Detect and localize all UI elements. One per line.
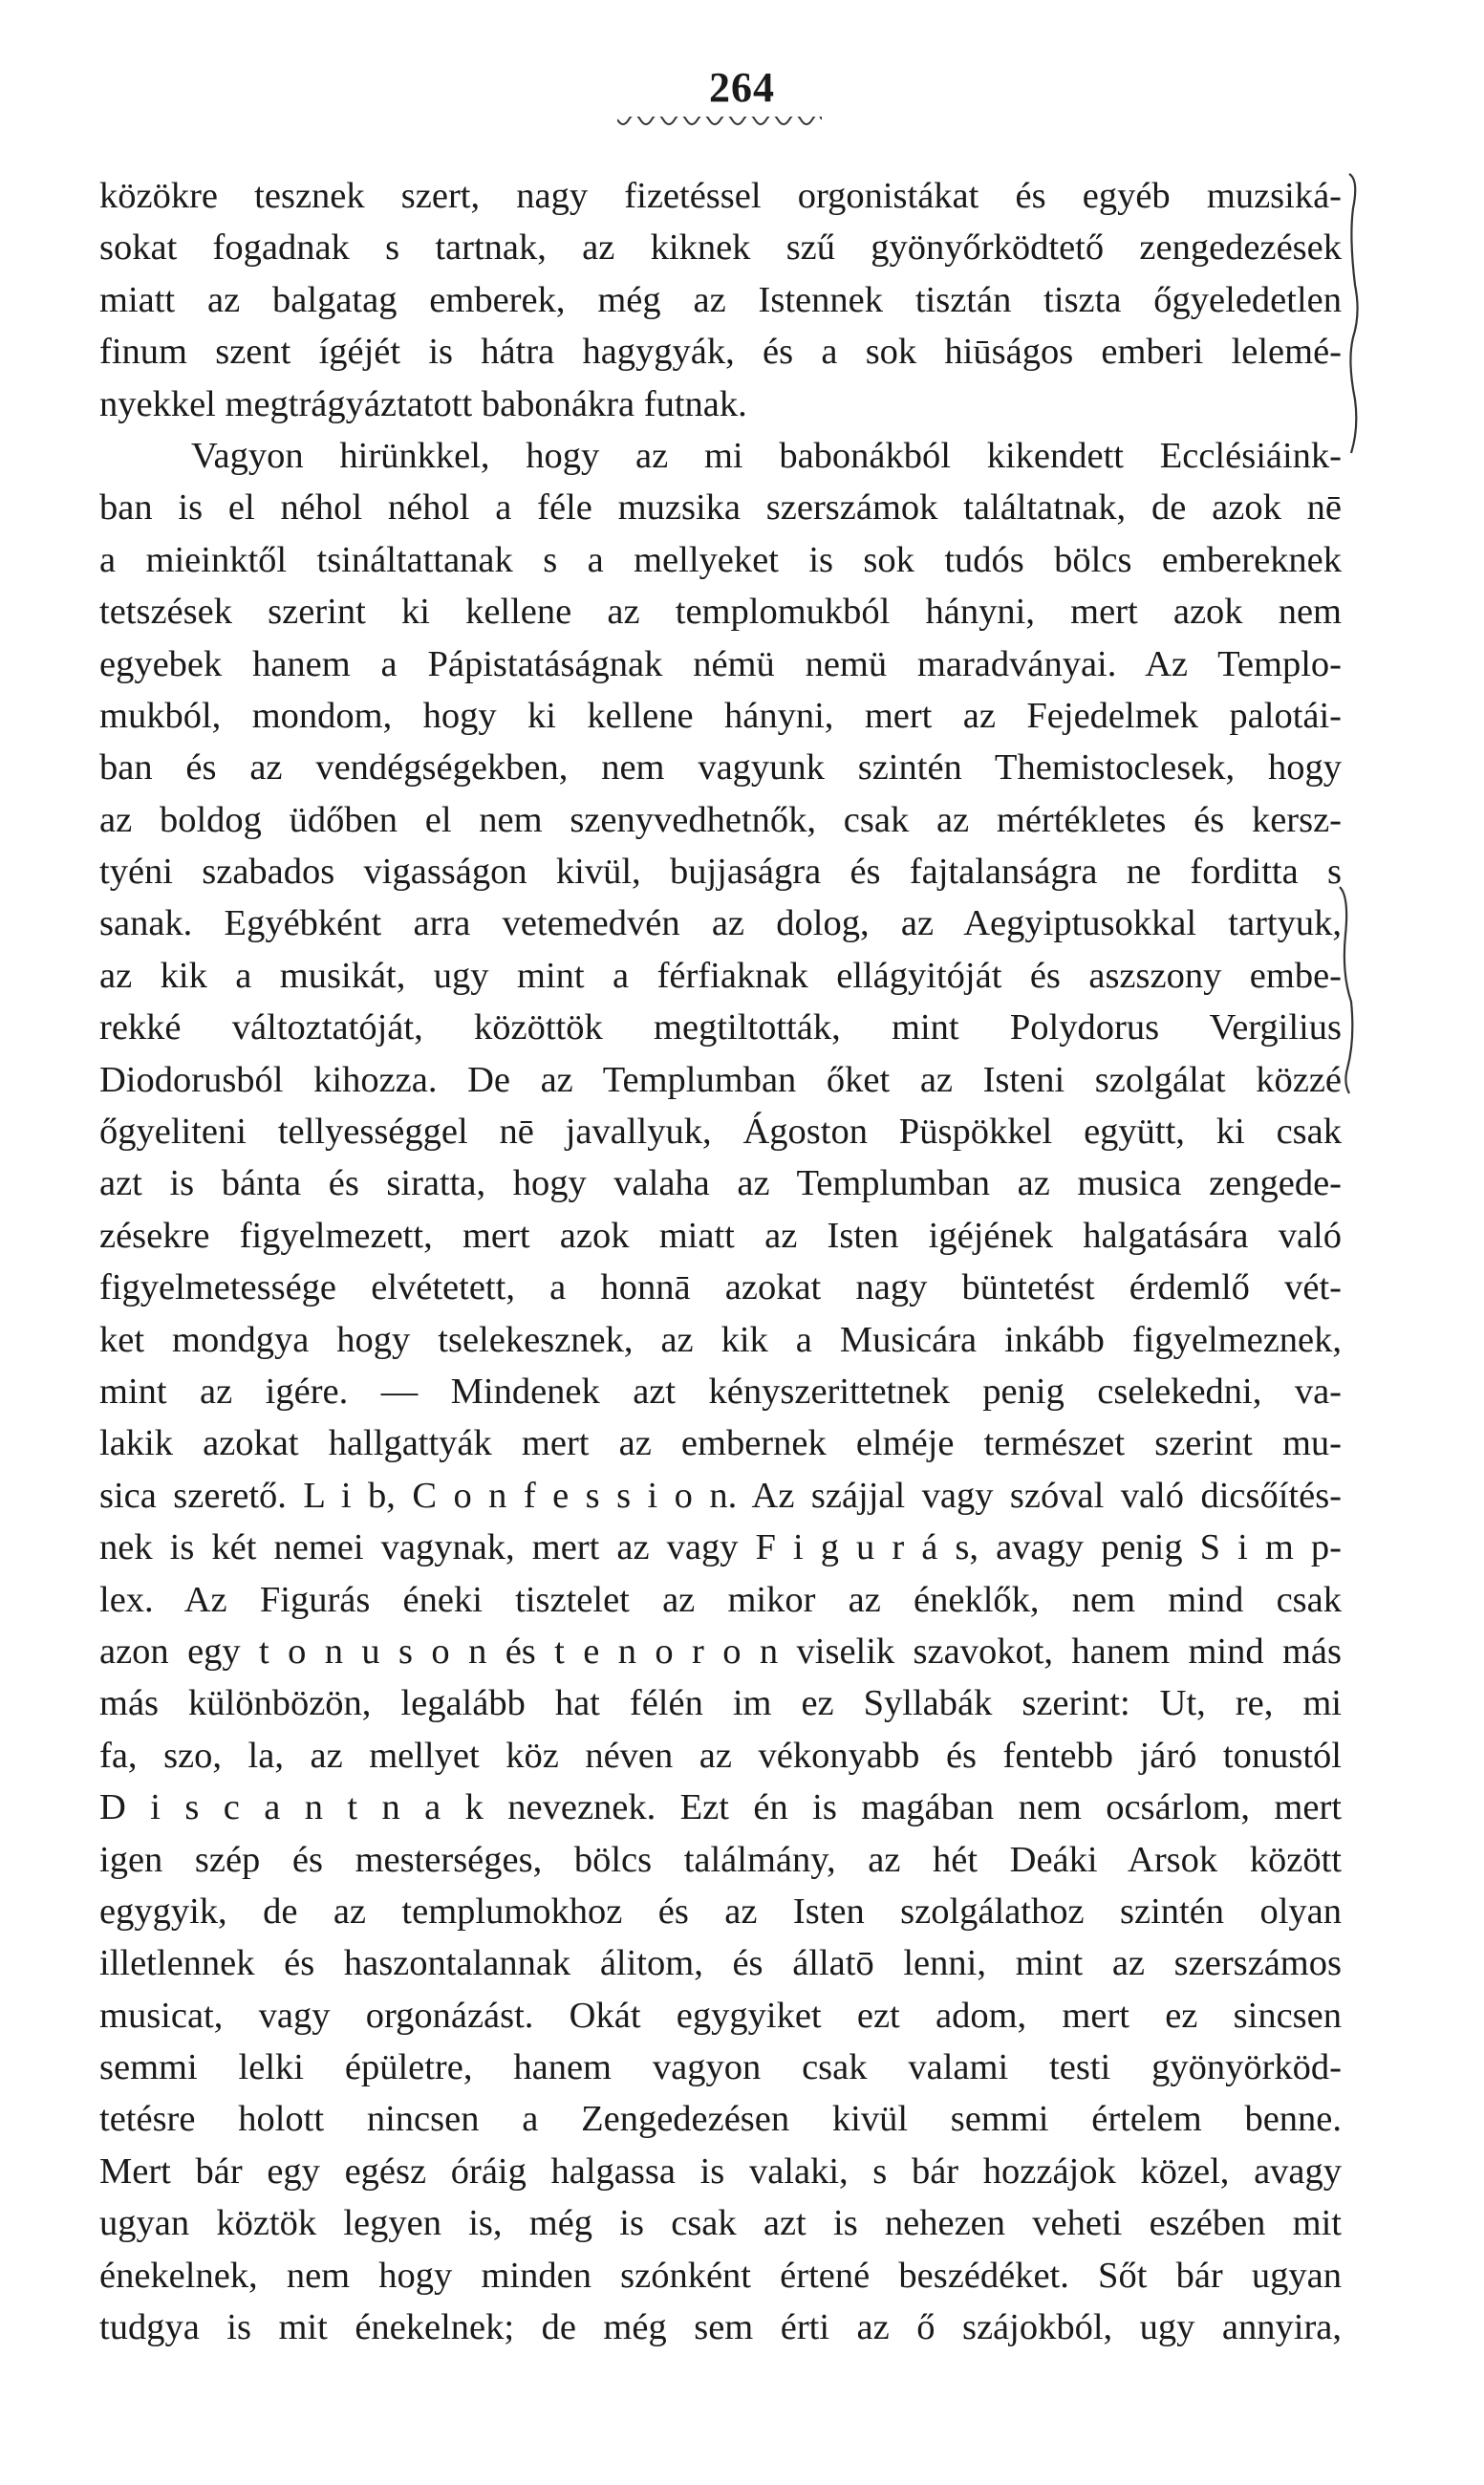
text-line: tudgya is mit énekelnek; de még sem érti az ő szájokból, ugy annyira, bbox=[99, 2307, 1342, 2348]
text-line: figyelmetessége elvétetett, a honnā azokat nagy büntetést érdemlő vét- bbox=[99, 1267, 1342, 1308]
text-line: ket mondgya hogy tselekesznek, az kik a Musicára inkább figyelmeznek, bbox=[99, 1319, 1342, 1360]
text-line: közökre tesznek szert, nagy fizetéssel orgonistákat és egyéb muzsiká- bbox=[99, 176, 1342, 216]
text-line: egygyik, de az templumokhoz és az Isten szolgálathoz szintén olyan bbox=[99, 1891, 1342, 1932]
text-line: semmi lelki épületre, hanem vagyon csak valami testi gyönyörköd- bbox=[99, 2047, 1342, 2088]
text-line: a mieinktől tsináltattanak s a mellyeket is sok tudós bölcs embereknek bbox=[99, 539, 1342, 580]
text-line: finum szent ígéjét is hátra hagygyák, és a sok hiūságos emberi lelemé- bbox=[99, 332, 1342, 373]
text-line: tyéni szabados vigasságon kivül, bujjaságra és fajtalanságra ne forditta s bbox=[99, 852, 1342, 893]
text-line: az kik a musikát, ugy mint a férfiaknak ellágyitóját és aszszony embe- bbox=[99, 955, 1342, 996]
text-line: egyebek hanem a Pápistatáságnak némü nemü maradványai. Az Templo- bbox=[99, 643, 1342, 684]
text-line: rekké változtatóját, közöttök megtiltották, mint Polydorus Vergilius bbox=[99, 1007, 1342, 1048]
text-line: lakik azokat hallgattyák mert az embernek elméje természet szerint mu- bbox=[99, 1423, 1342, 1464]
text-line: ugyan köztök legyen is, még is csak azt is nehezen veheti eszében mit bbox=[99, 2203, 1342, 2244]
text-line: miatt az balgatag emberek, még az Istennek tisztán tiszta őgyeledetlen bbox=[99, 279, 1342, 320]
text-line: őgyeliteni tellyességgel nē javallyuk, Ágoston Püspökkel együtt, ki csak bbox=[99, 1112, 1342, 1153]
text-line: zésekre figyelmezett, mert azok miatt az Isten igéjének halgatására való bbox=[99, 1215, 1342, 1256]
text-line: mukból, mondom, hogy ki kellene hányni, mert az Fejedelmek palotái- bbox=[99, 695, 1342, 736]
text-line: illetlennek és haszontalannak álitom, és állatō lenni, mint az szerszámos bbox=[99, 1943, 1342, 1984]
text-line: nek is két nemei vagynak, mert az vagy F i g u r á s, avagy penig S i m p- bbox=[99, 1527, 1342, 1568]
text-line: azon egy t o n u s o n és t e n o r o n viselik szavokot, hanem mind más bbox=[99, 1631, 1342, 1672]
text-line: Mert bár egy egész óráig halgassa is valaki, s bár hozzájok közel, avagy bbox=[99, 2150, 1342, 2192]
text-line: sokat fogadnak s tartnak, az kiknek szű gyönyőrködtető zengedezések bbox=[99, 227, 1342, 269]
text-line: azt is bánta és siratta, hogy valaha az Templumban az musica zengede- bbox=[99, 1163, 1342, 1204]
text-line: énekelnek, nem hogy minden szónként értené beszédéket. Sőt bár ugyan bbox=[99, 2255, 1342, 2296]
text-line: D i s c a n t n a k neveznek. Ezt én is magában nem ocsárlom, mert bbox=[99, 1787, 1342, 1828]
text-line: nyekkel megtrágyáztatott babonákra futnak. bbox=[99, 383, 747, 424]
text-line: ban és az vendégségekben, nem vagyunk szintén Themistoclesek, hogy bbox=[99, 747, 1342, 789]
text-line: más különbözön, legalább hat félén im ez Syllabák szerint: Ut, re, mi bbox=[99, 1683, 1342, 1724]
body-text bbox=[99, 170, 1342, 2353]
page-number: 264 bbox=[709, 64, 775, 111]
text-line: Diodorusból kihozza. De az Templumban őket az Isteni szolgálat közzé bbox=[99, 1059, 1342, 1100]
text-line: Vagyon hirünkkel, hogy az mi babonákból kikendett Ecclésiáink- bbox=[191, 435, 1342, 476]
margin-bracket-mark bbox=[1336, 877, 1363, 1097]
text-line: sanak. Egyébként arra vetemedvén az dolog, az Aegyiptusokkal tartyuk, bbox=[99, 903, 1342, 944]
text-line: fa, szo, la, az mellyet köz néven az vékonyabb és fentebb járó tonustól bbox=[99, 1735, 1342, 1776]
margin-bracket-mark bbox=[1344, 170, 1370, 457]
text-line: tetszések szerint ki kellene az templomukból hányni, mert azok nem bbox=[99, 592, 1342, 633]
text-line: tetésre holott nincsen a Zengedezésen kivül semmi értelem benne. bbox=[99, 2099, 1342, 2140]
text-line: ban is el néhol néhol a féle muzsika szerszámok találtatnak, de azok nē bbox=[99, 487, 1342, 529]
text-line: igen szép és mesterséges, bölcs találmány, az hét Deáki Arsok között bbox=[99, 1839, 1342, 1880]
text-line: mint az igére. — Mindenek azt kényszerittetnek penig cselekedni, va- bbox=[99, 1371, 1342, 1412]
text-line: musicat, vagy orgonázást. Okát egygyiket ezt adom, mert ez sincsen bbox=[99, 1995, 1342, 2036]
text-line: lex. Az Figurás éneki tisztelet az mikor az éneklők, nem mind csak bbox=[99, 1579, 1342, 1620]
text-line: az boldog üdőben el nem szenyvedhetnők, csak az mértékletes és kersz- bbox=[99, 799, 1342, 840]
text-line: sica szerető. L i b, C o n f e s s i o n. Az szájjal vagy szóval való dicsőítés- bbox=[99, 1475, 1342, 1516]
ornament-divider bbox=[617, 117, 822, 130]
